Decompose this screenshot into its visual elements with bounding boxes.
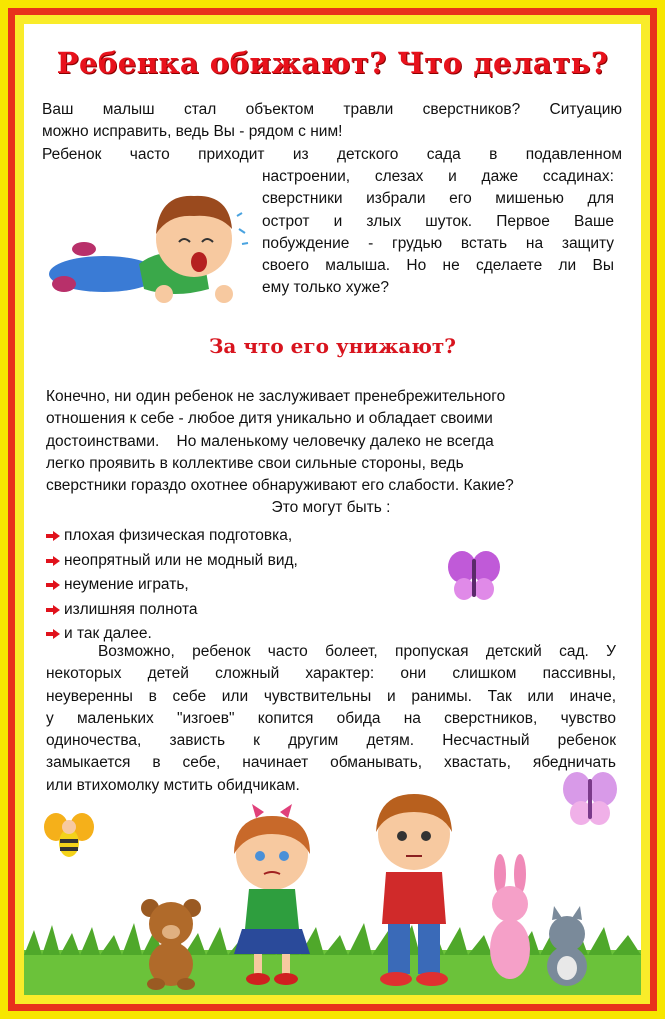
intro-side-line: побуждение - грудью встать на защиту [262, 234, 614, 252]
arrow-bullet-icon [46, 556, 60, 566]
body-line: легко проявить в коллективе свои сильные стороны, ведь [46, 454, 464, 472]
list-item: и так далее. [46, 622, 298, 647]
intro-line-2: можно исправить, ведь Вы - рядом с ним! [42, 123, 343, 141]
could-be-line: Это могут быть : [271, 499, 391, 517]
crying-boy-illustration [44, 174, 254, 314]
butterfly-illustration [559, 769, 621, 829]
reasons-list [46, 524, 298, 647]
intro-side-line: настроении, слезах и даже ссадинах: [262, 168, 614, 185]
section-subtitle: За что его унижают? [208, 334, 456, 358]
closing-line: или втихомолку мстить обидчикам. [46, 776, 300, 794]
body-line: сверстники гораздо охотнее обнаруживают его слабости. Какие? [46, 477, 514, 495]
body-line: отношения к себе - любое дитя уникально и обладает своими [46, 410, 493, 428]
closing-paragraph [46, 641, 616, 797]
closing-line: некоторых детей сложный характер: они слишком пассивны, [46, 665, 616, 683]
intro-line-1: Ваш малыш стал объектом травли сверстников? Ситуацию [42, 101, 622, 118]
arrow-bullet-icon [46, 531, 60, 541]
arrow-bullet-icon [46, 605, 60, 615]
closing-line: неуверенны в себе или чувствительны и ранимы. Так или иначе, [46, 687, 616, 705]
closing-line: у маленьких "изгоев" копится обида на сверстников, чувство [46, 709, 616, 727]
arrow-bullet-icon [46, 580, 60, 590]
bunny-and-cat-illustration [482, 854, 602, 989]
list-item: неопрятный или не модный вид, [46, 549, 298, 574]
list-item: излишняя полнота [46, 598, 298, 623]
closing-line: одиночества, зависть к другим детям. Несчастный ребенок [46, 732, 616, 750]
body-line: Конечно, ни один ребенок не заслуживает пренебрежительного [46, 388, 506, 405]
boy-illustration [354, 784, 474, 989]
butterfly-illustration [444, 549, 504, 604]
list-item: плохая физическая подготовка, [46, 524, 298, 549]
closing-line: Возможно, ребенок часто болеет, пропуская детский сад. У [46, 643, 616, 660]
closing-line: замыкается в себе, начинает обманывать, хвастать, ябедничать [46, 754, 616, 772]
intro-side-line: ему только хуже? [262, 279, 389, 297]
intro-paragraph [42, 99, 622, 166]
intro-side-line: своего малыша. Но не сделаете ли Вы [262, 257, 614, 275]
intro-side-line: сверстники избрали его мишенью для [262, 190, 614, 208]
girl-illustration [204, 804, 334, 989]
intro-side-text [262, 166, 614, 300]
bee-illustration [42, 809, 97, 864]
teddy-bear-illustration [136, 896, 206, 991]
page-title: Ребенка обижают? Что делать? [56, 46, 609, 80]
body-line: достоинствами. Но маленькому человечку далеко не всегда [46, 432, 494, 450]
arrow-bullet-icon [46, 629, 60, 639]
body-paragraph [46, 386, 616, 520]
intro-line-3: Ребенок часто приходит из детского сада в подавленном [42, 145, 622, 163]
poster-page [24, 24, 641, 995]
intro-side-line: острот и злых шуток. Первое Ваше [262, 212, 614, 230]
list-item: неумение играть, [46, 573, 298, 598]
